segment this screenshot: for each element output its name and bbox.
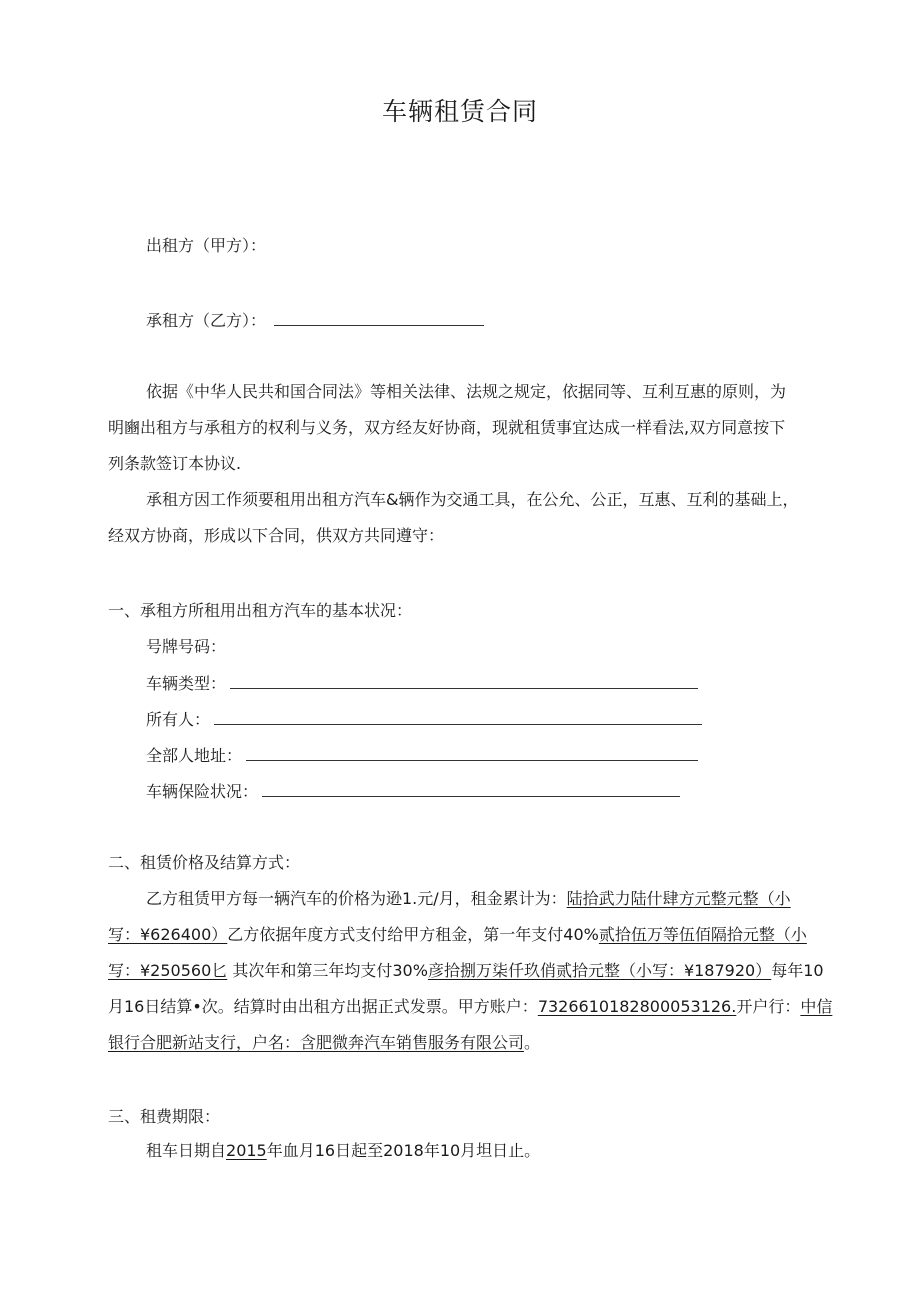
price-line: 乙方租赁甲方每一辆汽车的价格为逊1.元/月，租金累计为：陆拾武力陆什肆方元整元整（小	[146, 889, 791, 908]
intro-line: 列条款签订本协议.	[108, 454, 242, 473]
price-line: 写：¥250560匕 其次年和第三年均支付30%彦拾捌万柒仟玖俏贰拾元整（小写：¥187920）每年10	[108, 961, 824, 980]
price-line: 写：¥626400）乙方依据年度方式支付给甲方租金，第一年支付40%贰拾伍万等伍佰隔拾元整（小	[108, 925, 807, 944]
intro-paragraph	[108, 374, 833, 554]
plate-label: 号牌号码：	[146, 637, 227, 656]
owner-address-label: 全部人地址：	[146, 746, 243, 765]
owner-row	[146, 708, 702, 731]
document-title: 车辆租赁合同	[381, 97, 538, 126]
owner-label: 所有人：	[146, 710, 211, 729]
owner-blank[interactable]	[214, 708, 702, 725]
intro-line: 依据《中华人民共和国合同法》等相关法律、法规之规定，依据同等、互利互惠的原则，为	[146, 382, 787, 401]
vehicle-type-label: 车辆类型：	[146, 674, 227, 693]
lessee-row	[146, 309, 484, 332]
price-paragraph	[108, 881, 833, 1061]
section2-heading: 二、租赁价格及结算方式：	[108, 853, 301, 872]
intro-line: 经双方协商，形成以下合同，供双方共同遵守：	[108, 526, 445, 545]
price-line: 月16日结算•次。结算时由出租方出据正式发票。甲方账户：7326610182800053126.开户行：中信	[108, 997, 833, 1016]
price-line: 银行合肥新站支行，户名：含肥微奔汽车销售服务有限公司。	[108, 1033, 541, 1052]
intro-line: 明豳出租方与承租方的权利与义务，双方经友好协商，现就租赁事宜达成一样看法,双方同意按下	[108, 418, 786, 437]
lessor-label: 出租方（甲方）：	[146, 236, 267, 255]
vehicle-type-blank[interactable]	[230, 672, 698, 689]
insurance-row	[146, 780, 680, 803]
owner-address-row	[146, 744, 698, 767]
section1-heading: 一、承租方所租用出租方汽车的基本状况：	[108, 601, 413, 620]
section3-heading: 三、租费期限：	[108, 1107, 221, 1126]
vehicle-type-row	[146, 672, 698, 695]
owner-address-blank[interactable]	[246, 744, 698, 761]
lessee-blank[interactable]	[274, 309, 484, 326]
insurance-blank[interactable]	[262, 780, 680, 797]
lessee-label: 承租方（乙方）：	[146, 311, 267, 330]
rental-period-line: 租车日期自2015年血月16日起至2018年10月坦日止。	[146, 1141, 541, 1160]
insurance-label: 车辆保险状况：	[146, 782, 259, 801]
intro-line: 承租方因工作须要租用出租方汽车&辆作为交通工具，在公允、公正，互惠、互利的基础上，	[146, 490, 799, 509]
